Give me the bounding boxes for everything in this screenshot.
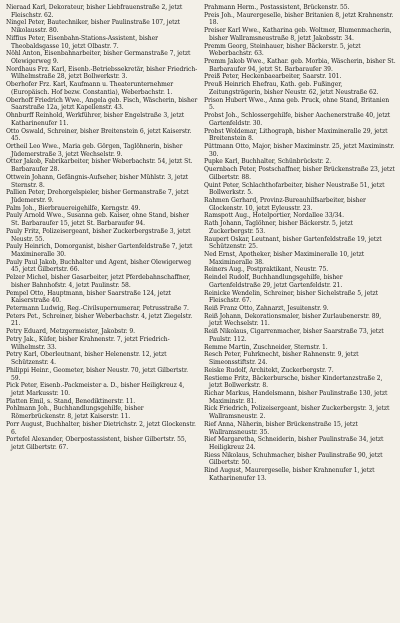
directory-entry: Probst Woldemar, Lithograph, bisher Maximineralle 29, jetzt Breitenstein 8. <box>204 127 388 143</box>
directory-entry: Oberhoff Friedrich Wwe., Angela geb. Fisch, Wäscherin, bisher Saarstraße 12a, jetzt Kapellenstr. 43. <box>6 96 198 112</box>
directory-entry: Pauly Fritz, Polizeisergeant, bisher Zuckerbergstraße 3, jetzt Neustr. 55. <box>6 227 191 243</box>
directory-entry: Prahmann Herm., Postassistent, Brückenstr. 55. <box>204 4 350 11</box>
directory-entry: Otter Jakob, Fabrikarbeiter, bisher Weberbachstr. 54, jetzt St. Barbaraufer 28. <box>6 158 193 174</box>
directory-entry: Peters Pet., Schreiner, bisher Weberbachstr. 4, jetzt Ziegelstr. 21. <box>6 312 193 328</box>
directory-entry: Rief Anna, Näherin, bisher Brückenstraße 15, jetzt Wallramsneustr. 35. <box>204 420 358 436</box>
directory-entry: Quernbach Peter, Postschaffner, bisher Brückenstraße 23, jetzt Gilbertstr. 88. <box>204 166 395 181</box>
directory-entry: Pauly Heinrich, Domorganist, bisher Gartenfeldstraße 7, jetzt Maximineralle 30. <box>6 243 193 258</box>
directory-entry: Nordhaus Frz. Karl, Eisenb.-Betriebssekretär, bisher Friedrich-Wilhelmstraße 28, jetzt Bollwerkstr. 3. <box>6 65 198 81</box>
directory-entry: Nieraad Karl, Dekorateur, bisher Liebfrauenstraße 2, jetzt Fleischstr. 62. <box>6 4 183 19</box>
directory-entry: Ningel Peter, Bautechniker, bisher Paulinstraße 107, jetzt Nikolausstr. 80. <box>6 19 181 35</box>
directory-entry: Quint Peter, Schlachthofarbeiter, bisher Neustraße 51, jetzt Bollwerkstr. 5. <box>204 181 385 197</box>
directory-entry: Reiners Aug., Postpraktikant, Neustr. 75. <box>204 266 329 274</box>
directory-entry: Premm Georg, Steinhauer, bisher Bäckerstr. 5, jetzt Weberbachstr. 63. <box>204 42 361 58</box>
directory-entry: Preuß Heinrich Ehefrau, Kath. geb. Fußinger, Zeitungsträgerin, bisher Neustr. 62, jetzt Neustraße 62. <box>204 81 379 96</box>
directory-entry: Reindel Rudolf, Buchhandlungsgehilfe, bisher Gartenfeldstraße 29, jetzt Gartenfeldstr. 21. <box>204 274 343 289</box>
directory-entry: Rind August, Maurergeselle, bisher Krahnenufer 1, jetzt Katharinenufer 13. <box>204 467 375 482</box>
directory-entry: Resch Peter, Fuhrknecht, bisher Rahnenstr. 9, jetzt Simeonsstiftstr. 24. <box>204 351 359 367</box>
directory-entry: Preiser Karl Wwe., Katharina geb. Woltmer, Blumenmacherin, bisher Wallramsneustraße 8, jetzt Jakobsstr. 34. <box>204 27 392 42</box>
directory-entry: Petry Karl, Oberleutnant, bisher Helenenstr. 12, jetzt Schützenstr. 4. <box>6 351 167 367</box>
directory-entry: Reiske Rudolf, Architekt, Zuckerbergstr. 7. <box>204 366 334 374</box>
directory-entry: Premm Jakob Wwe., Kathar. geb. Morbia, Wäscherin, bisher St. Barbaraufer 94, jetzt St. Barbaraufer 39. <box>204 58 396 73</box>
directory-entry: Prison Hubert Wwe., Anna geb. Pruck, ohne Stand, Britanien 5. <box>204 96 390 112</box>
directory-entry: Ramspott Aug., Hotelportier, Nordallee 33/34. <box>204 212 344 220</box>
directory-entry: Reiß Johann, Dekorationsmaler, bisher Zurlaubenerstr. 89, jetzt Wechselstr. 11. <box>204 312 382 328</box>
directory-entry: Platten Emil, s. Stand, Benediktinerstr. 11. <box>6 397 136 405</box>
directory-entry: Reiß Franz Otto, Zahnarzt, Jesuitenstr. 9. <box>204 305 329 313</box>
directory-entry: Rick Friedrich, Polizeisergeant, bisher Zuckerbergstr. 3, jetzt Wallramsneustr. 2. <box>204 405 390 421</box>
directory-entry: Pelzer Michel, bisher Gasarbeiter, jetzt Pferdebahnschaffner, bisher Bahnhofstr. 4, jetzt Paulinstr. 58. <box>6 274 191 289</box>
directory-entry: Pempel Otto, Hauptmann, bisher Saarstraße 124, jetzt Kaiserstraße 40. <box>6 289 172 305</box>
directory-entry: Pauly Arnold Wwe., Susanna geb. Kaiser, ohne Stand, bisher St. Barbaraufer 15, jetzt St. Barbaraufer 94. <box>6 212 189 228</box>
directory-entry: Oberhofer Frz. Karl, Kaufmann u. Theaterunternehmer (Europäisch. Hof bezw. Constantia), Weberbachstr. 1. <box>6 81 174 96</box>
directory-entry: Preis Joh., Maurergeselle, bisher Britanien 8, jetzt Krahnenstr. 18. <box>204 11 394 27</box>
directory-entry: Ortheil Leo Wwe., Maria geb. Görgen, Taglöhnerin, bisher Jüdemerstraße 3, jetzt Wechselstr. 9. <box>6 142 183 158</box>
directory-entry: Petry Eduard, Metzgermeister, Jakobstr. 9. <box>6 328 136 336</box>
directory-entry: Rahmen Gerhard, Provinz-Bureauhilfsarbeiter, bisher Glockenstr. 10, jetzt Eyleusstr. 23. <box>204 196 366 212</box>
column-right <box>204 4 396 623</box>
directory-entry: Raupert Oskar, Leutnant, bisher Gartenfeldstraße 19, jetzt Schützenstr. 25. <box>204 235 382 251</box>
directory-entry: Ned Ernst, Apotheker, bisher Maximineralle 10, jetzt Maximineralle 38. <box>204 251 365 266</box>
directory-entry: Pohlmann Joh., Buchhandlungsgehilfe, bisher Römerbrückenstr. 8, jetzt Kaiserstr. 11. <box>6 405 144 421</box>
directory-entry: Petry Jak., Küfer, bisher Krahnenstr. 7, jetzt Friedrich-Wilhelmstr. 33. <box>6 335 170 351</box>
directory-entry: Nöhl Anton, Eisenbahnarbeiter, bisher Germanstraße 7, jetzt Olewigerweg 9. <box>6 50 191 66</box>
directory-entry: Portefel Alexander, Oberpostassistent, bisher Gilbertstr. 55, jetzt Gilbertstr. 67. <box>6 436 187 451</box>
directory-entry: Porr August, Buchhalter, bisher Dietrichstr. 2, jetzt Glockenstr. 6. <box>6 420 196 436</box>
column-left <box>6 4 198 623</box>
directory-entry: Pupke Karl, Buchhalter, Schünbrückstr. 2. <box>204 158 332 166</box>
columns <box>6 4 396 623</box>
directory-entry: Riess Nikolaus, Schuhmacher, bisher Paulinstraße 90, jetzt Gilbertstr. 50. <box>204 451 383 467</box>
directory-entry: Ohnburff Reinhold, Werkführer, bisher Engelstraße 3, jetzt Katharinenufer 11. <box>6 112 185 127</box>
directory-entry: Püttmann Otto, Major, bisher Maximinstr. 25, jetzt Maximinstr. 30. <box>204 142 395 158</box>
directory-entry: Reinicke Wendelin, Schreiner, bisher Sichelstraße 5, jetzt Fleischstr. 67. <box>204 289 378 305</box>
directory-entry: Pauly Paul Jakob, Buchhalter und Agent, bisher Olewigerweg 45, jetzt Gilbertstr. 66. <box>6 258 192 274</box>
directory-entry: Reiß Nikolaus, Cigarrenmacher, bisher Saarstraße 73, jetzt Paulstr. 112. <box>204 328 384 343</box>
directory-entry: Palm Joh., Bierbrauereigehilfe, Kerngstr. 49. <box>6 204 141 212</box>
directory-entry: Restieme Fritz, Bäckerbursche, bisher Kindertanzstraße 2, jetzt Bollwerkstr. 8. <box>204 374 383 390</box>
directory-entry: Preiß Peter, Heckenbaearbeiter, Saarstr. 101. <box>204 73 342 81</box>
directory-entry: Pick Peter, Eisenb.-Packmeister a. D., bisher Heiligkreuz 4, jetzt Markusstr. 10. <box>6 382 185 397</box>
directory-entry: Otto Oswald, Schreiner, bisher Breitenstein 6, jetzt Kaiserstr. 45. <box>6 127 192 143</box>
directory-entry: Rath Johann, Taglöhner, bisher Bäckerstr. 5, jetzt Zuckerbergstr. 53. <box>204 220 353 235</box>
directory-entry: Petermann Ludwig, Reg.-Civilsupernumerar, Petrusstraße 7. <box>6 305 189 313</box>
directory-entry: Ottwein Johann, Gefängnis-Aufseher, bisher Mühlstr. 3, jetzt Sternstr. 8. <box>6 173 189 189</box>
directory-entry: Probst Joh., Schlossergehilfe, bisher Aachenerstraße 40, jetzt Gartenfeldstr. 30. <box>204 112 391 127</box>
directory-entry: Rief Margaretha, Schneiderin, bisher Paulinstraße 34, jetzt Heiligkreuz 24. <box>204 436 384 451</box>
directory-entry: Pallien Peter, Drehorgelspieler, bisher Germanstraße 7, jetzt Jüdemerstr. 9. <box>6 189 189 204</box>
directory-entry: Niffius Peter, Eisenbahn-Stations-Assistent, bisher Theobaldsgasse 10, jetzt Olbastr. 7. <box>6 34 158 50</box>
directory-entry: Philippi Heinr., Geometer, bisher Neustr. 70, jetzt Gilbertstr. 59. <box>6 366 188 382</box>
directory-entry: Remme Martin, Zuschneider, Sternstr. 1. <box>204 343 328 351</box>
directory-entry: Richar Markus, Handelsmann, bisher Paulinstraße 130, jetzt Maximinstr. 81. <box>204 389 388 405</box>
